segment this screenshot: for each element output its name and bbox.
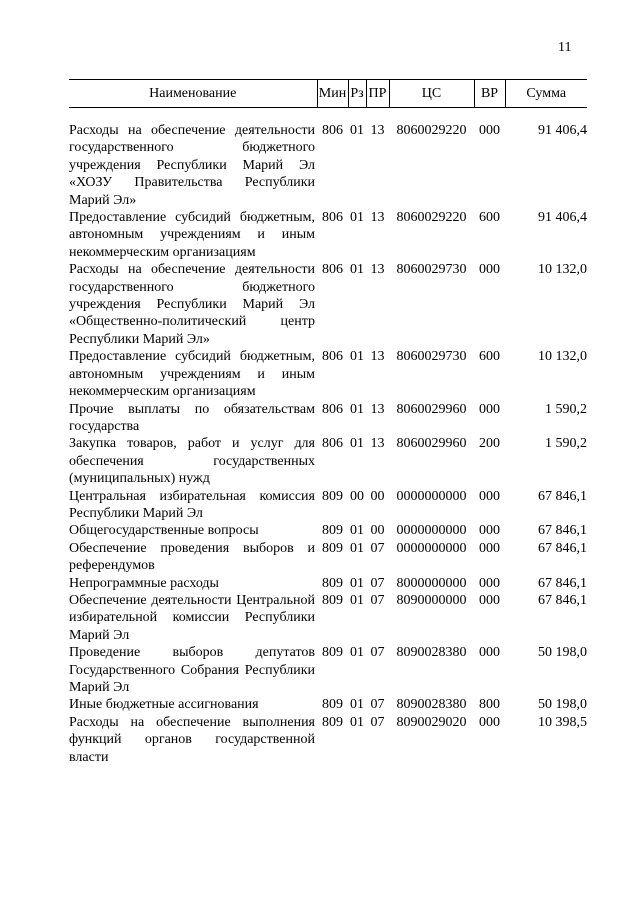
row-rz: 01 [350, 592, 364, 608]
row-min: 806 [322, 349, 343, 365]
row-name: Закупка товаров, работ и услуг для обеспечения государственных (муниципальных) нужд [69, 436, 315, 487]
header-rz: Рз [348, 80, 366, 108]
row-name: Расходы на обеспечение деятельности государственного бюджетного учреждения Республики Марий Эл «ХОЗУ Правительства Республики Марий Эл» [69, 123, 315, 208]
row-min: 809 [322, 540, 343, 556]
table-row [69, 592, 587, 644]
row-vr: 000 [479, 523, 500, 539]
table-row [69, 644, 587, 696]
table-row [69, 540, 587, 575]
table-row [69, 696, 587, 713]
row-min: 806 [322, 123, 343, 138]
row-rz: 01 [350, 436, 364, 452]
row-rz: 01 [350, 123, 364, 138]
row-sum: 67 846,1 [538, 488, 587, 504]
row-vr: 800 [479, 697, 500, 713]
table-header [69, 80, 587, 108]
budget-table [69, 79, 587, 766]
header-min: Мин [317, 80, 348, 108]
row-sum: 50 198,0 [538, 697, 587, 713]
row-pr: 07 [370, 645, 385, 661]
table-row [69, 209, 587, 261]
row-name: Иные бюджетные ассигнования [69, 697, 259, 713]
row-pr: 00 [370, 523, 385, 539]
table-row [69, 348, 587, 400]
row-vr: 200 [479, 436, 500, 452]
row-vr: 000 [479, 262, 500, 278]
row-pr: 07 [370, 575, 385, 591]
row-sum: 50 198,0 [538, 645, 587, 661]
row-sum: 67 846,1 [538, 592, 587, 608]
row-name: Обеспечение проведения выборов и референдумов [69, 540, 315, 574]
row-name: Обеспечение деятельности Центральной избирательной комиссии Республики Марий Эл [69, 592, 315, 643]
table-row [69, 435, 587, 487]
row-pr: 13 [370, 210, 385, 226]
row-cs: 8060029730 [396, 349, 467, 365]
row-cs: 8090028380 [396, 645, 467, 661]
row-cs: 8090000000 [396, 592, 467, 608]
row-sum: 67 846,1 [538, 575, 587, 591]
row-min: 809 [322, 488, 343, 504]
row-cs: 0000000000 [396, 540, 467, 556]
row-rz: 01 [350, 697, 364, 713]
row-rz: 01 [350, 523, 364, 539]
row-vr: 000 [479, 401, 500, 417]
row-cs: 8090029020 [396, 714, 467, 730]
row-sum: 1 590,2 [545, 401, 587, 417]
row-vr: 600 [479, 349, 500, 365]
row-sum: 67 846,1 [538, 523, 587, 539]
row-rz: 01 [350, 714, 364, 730]
row-pr: 13 [370, 123, 385, 138]
row-sum: 67 846,1 [538, 540, 587, 556]
row-pr: 00 [370, 488, 385, 504]
row-rz: 01 [350, 401, 364, 417]
row-min: 809 [322, 523, 343, 539]
row-pr: 13 [370, 436, 385, 452]
row-rz: 01 [350, 645, 364, 661]
row-rz: 01 [350, 210, 364, 226]
row-vr: 000 [479, 488, 500, 504]
row-sum: 91 406,4 [538, 210, 587, 226]
row-pr: 13 [370, 262, 385, 278]
row-name: Непрограммные расходы [69, 575, 219, 591]
row-name: Центральная избирательная комиссия Республики Марий Эл [69, 488, 315, 521]
row-cs: 0000000000 [396, 488, 467, 504]
row-sum: 10 132,0 [538, 262, 587, 278]
row-rz: 01 [350, 540, 364, 556]
row-pr: 13 [370, 349, 385, 365]
row-name: Расходы на обеспечение деятельности государственного бюджетного учреждения Республики Марий Эл «Общественно-политический центр Республики Марий Эл» [69, 262, 315, 347]
row-pr: 07 [370, 592, 385, 608]
row-cs: 8060029960 [396, 436, 467, 452]
row-vr: 000 [479, 575, 500, 591]
row-sum: 1 590,2 [545, 436, 587, 452]
table-row [69, 401, 587, 436]
table-row [69, 522, 587, 539]
row-min: 809 [322, 645, 343, 661]
page-number: 11 [558, 40, 572, 55]
table-row [69, 261, 587, 348]
row-min: 809 [322, 714, 343, 730]
row-cs: 8060029960 [396, 401, 467, 417]
row-pr: 07 [370, 714, 385, 730]
row-min: 806 [322, 210, 343, 226]
row-name: Предоставление субсидий бюджетным, автономным учреждениям и иным некоммерческим организациям [69, 210, 315, 260]
header-spacer [69, 108, 587, 123]
header-sum: Сумма [505, 80, 587, 108]
header-vr: ВР [474, 80, 505, 108]
row-min: 809 [322, 697, 343, 713]
row-min: 809 [322, 592, 343, 608]
table-row [69, 714, 587, 766]
row-min: 806 [322, 436, 343, 452]
row-cs: 8060029730 [396, 262, 467, 278]
row-vr: 000 [479, 645, 500, 661]
row-name: Проведение выборов депутатов Государственного Собрания Республики Марий Эл [69, 645, 315, 695]
row-rz: 01 [350, 262, 364, 278]
row-rz: 01 [350, 349, 364, 365]
row-vr: 000 [479, 540, 500, 556]
table-row [69, 488, 587, 523]
row-pr: 13 [370, 401, 385, 417]
row-sum: 91 406,4 [538, 123, 587, 138]
header-name: Наименование [69, 80, 317, 108]
row-rz: 00 [350, 488, 364, 504]
row-min: 809 [322, 575, 343, 591]
row-cs: 8060029220 [396, 123, 467, 138]
row-sum: 10 398,5 [538, 714, 587, 730]
row-name: Расходы на обеспечение выполнения функций органов государственной власти [69, 714, 315, 765]
row-cs: 8000000000 [396, 575, 467, 591]
row-vr: 000 [479, 714, 500, 730]
row-cs: 8090028380 [396, 697, 467, 713]
row-min: 806 [322, 401, 343, 417]
row-cs: 0000000000 [396, 523, 467, 539]
table-row [69, 575, 587, 592]
table-body [69, 108, 587, 767]
row-sum: 10 132,0 [538, 349, 587, 365]
row-vr: 600 [479, 210, 500, 226]
row-name: Предоставление субсидий бюджетным, автономным учреждениям и иным некоммерческим организациям [69, 349, 315, 400]
row-name: Общегосударственные вопросы [69, 523, 259, 539]
row-vr: 000 [479, 592, 500, 608]
row-rz: 01 [350, 575, 364, 591]
header-cs: ЦС [389, 80, 474, 108]
row-pr: 07 [370, 697, 385, 713]
table-row [69, 122, 587, 209]
row-pr: 07 [370, 540, 385, 556]
row-name: Прочие выплаты по обязательствам государства [69, 401, 315, 434]
row-min: 806 [322, 262, 343, 278]
row-vr: 000 [479, 123, 500, 138]
header-pr: ПР [366, 80, 389, 108]
row-cs: 8060029220 [396, 210, 467, 226]
